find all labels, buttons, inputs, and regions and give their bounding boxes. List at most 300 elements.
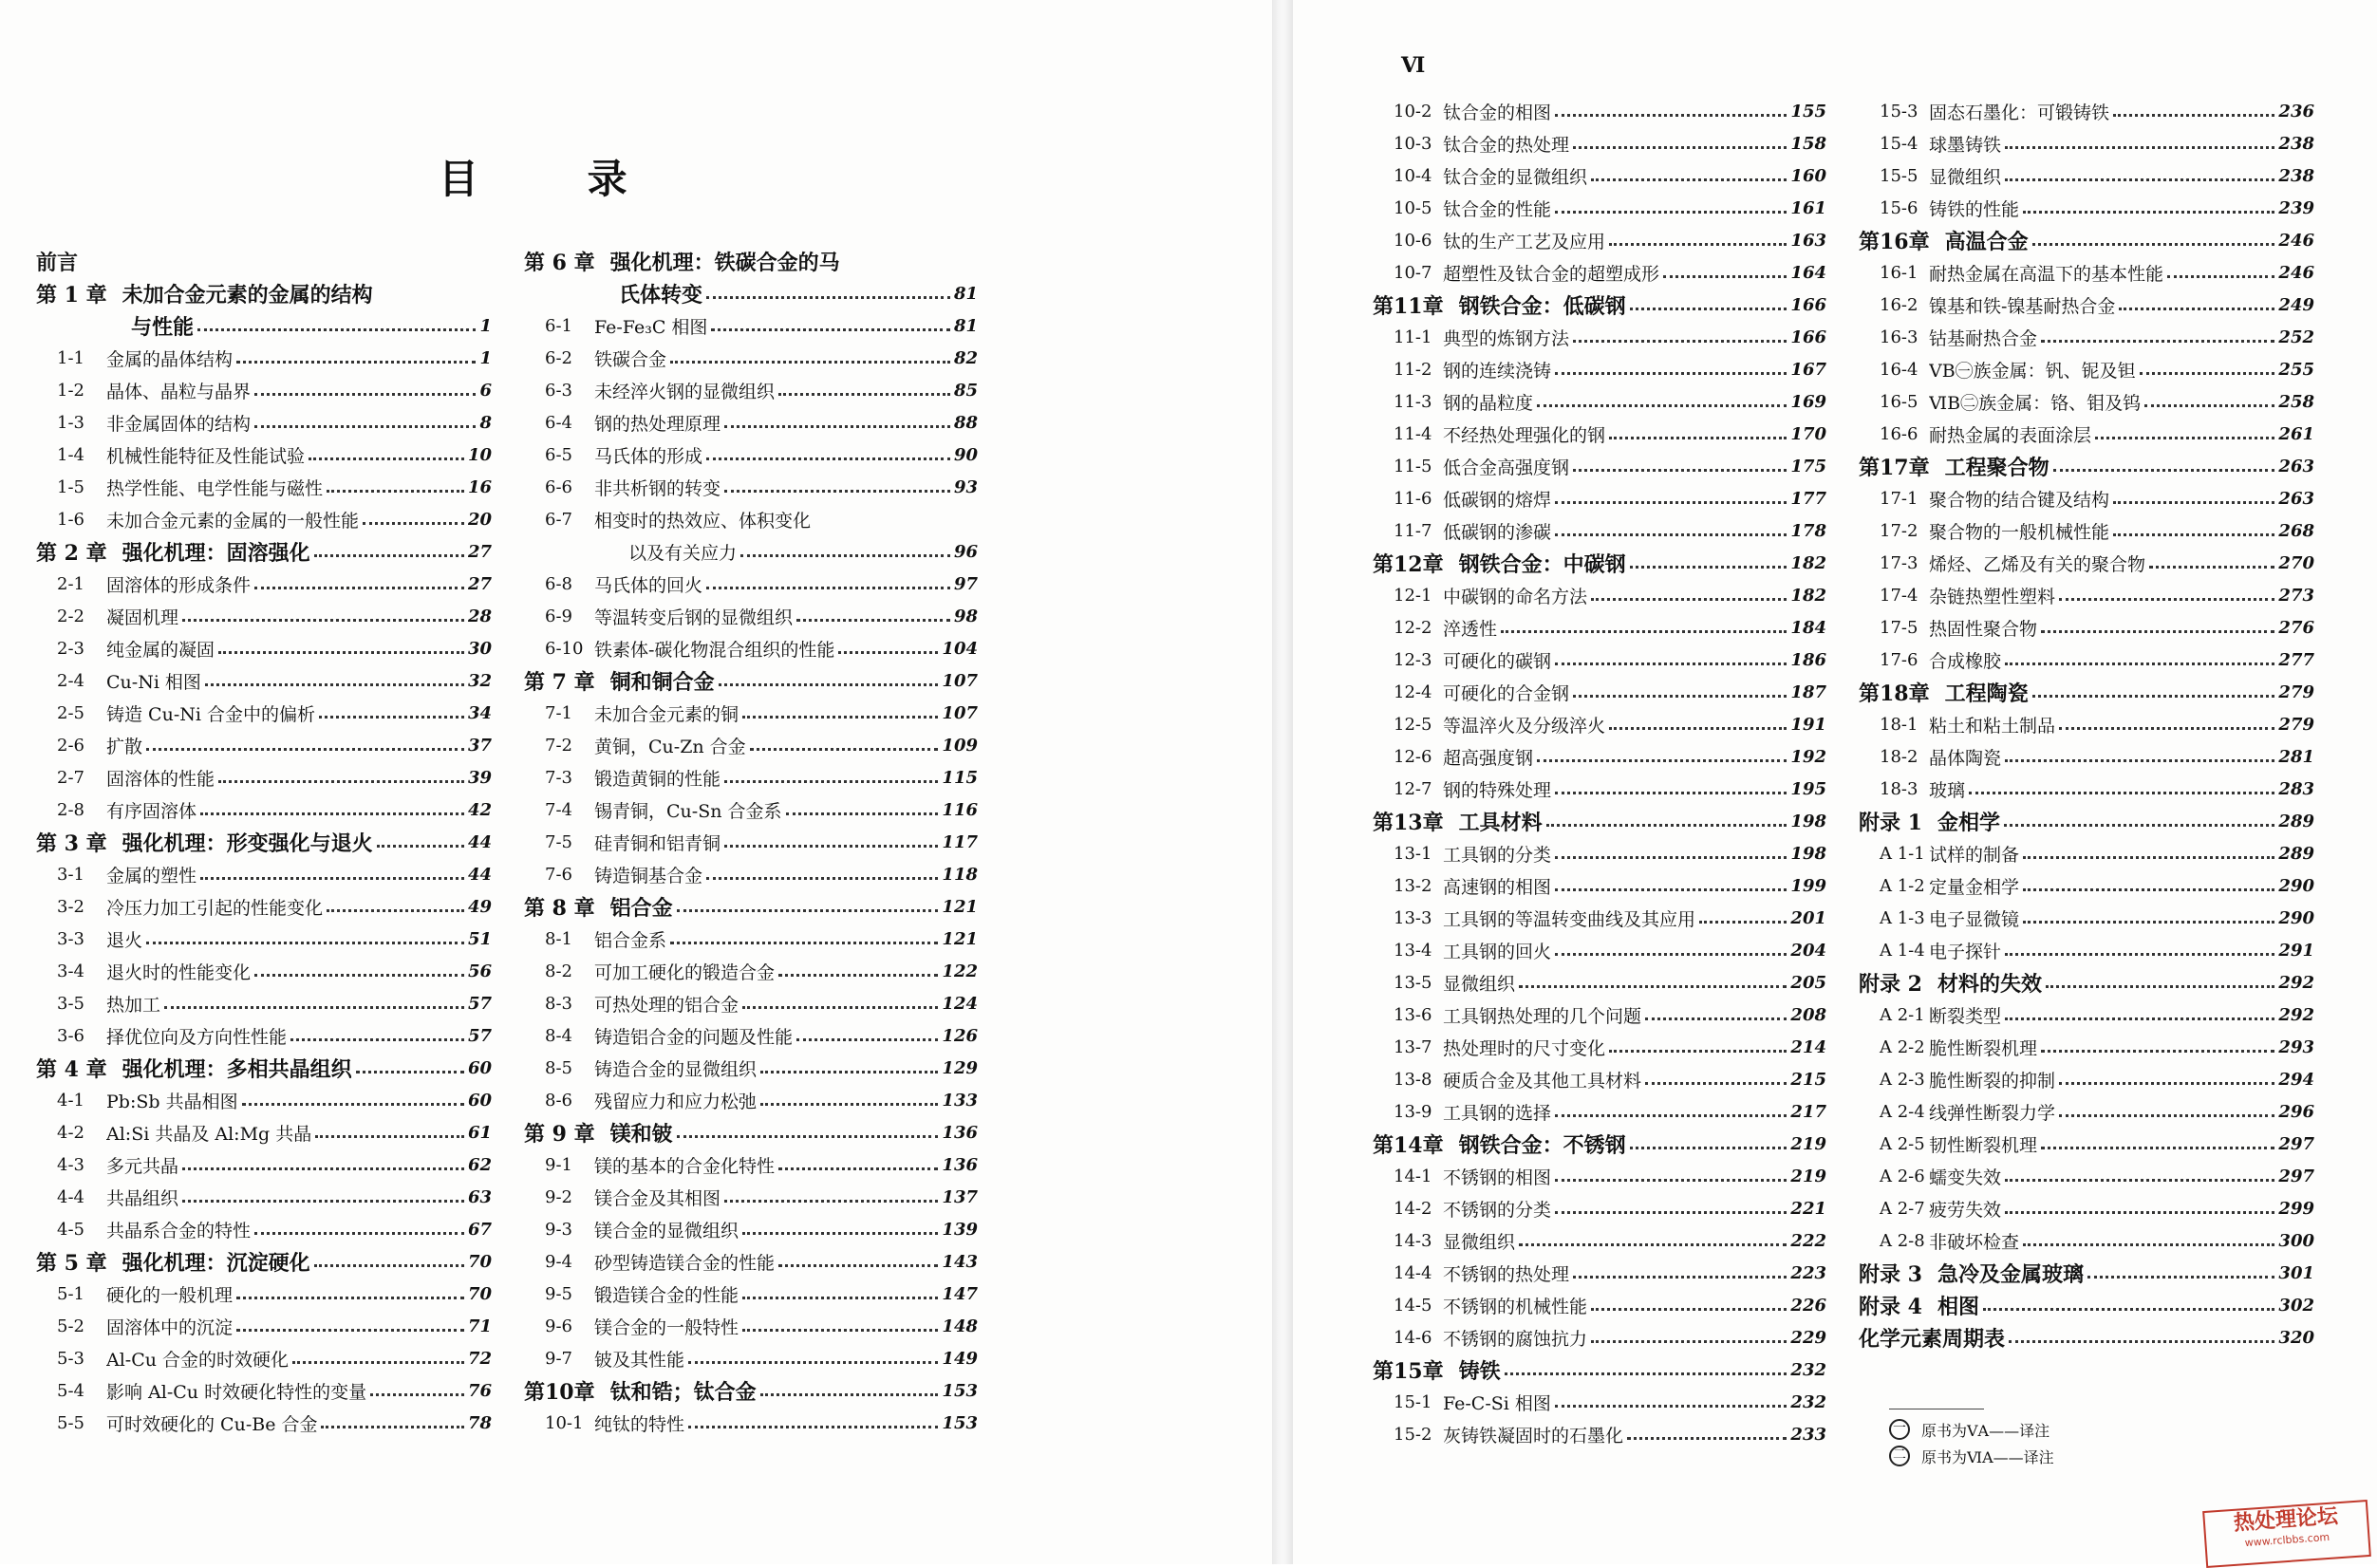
toc-page-number: 290 [2278, 907, 2314, 928]
toc-entry-title: 钢的热处理原理 [594, 413, 721, 435]
toc-entry-number: 16-2 [1880, 294, 1918, 315]
toc-section-entry [1859, 611, 2314, 644]
toc-chapter-entry [524, 890, 978, 923]
toc-leader-dots [778, 1167, 938, 1170]
toc-section-entry [36, 1310, 492, 1342]
page-title: 目 录 [439, 156, 675, 202]
toc-page-number: 121 [942, 896, 978, 917]
toc-chapter-entry [1373, 289, 1826, 321]
toc-page-number: 8 [479, 412, 492, 433]
toc-leader-dots [1555, 1405, 1787, 1408]
toc-column-1 [36, 245, 492, 1439]
toc-section-entry [1373, 353, 1826, 385]
toc-leader-dots [200, 812, 464, 815]
toc-section-entry [524, 1278, 978, 1310]
toc-entry-title: 等温转变后钢的显微组织 [594, 607, 794, 628]
toc-entry-number: A 2-5 [1880, 1133, 1925, 1154]
toc-page-number: 279 [2278, 681, 2314, 702]
toc-entry-title: 金属的晶体结构 [106, 348, 234, 370]
toc-leader-dots [146, 942, 464, 944]
toc-section-entry [36, 471, 492, 503]
footnote-marker-1: 一 [1889, 1419, 1910, 1440]
toc-section-entry [1373, 902, 1826, 934]
toc-column-4 [1859, 95, 2314, 1353]
toc-leader-dots [1555, 1114, 1787, 1117]
toc-entry-number: 6-3 [545, 380, 572, 401]
toc-section-entry [1859, 256, 2314, 289]
toc-leader-dots [2059, 1114, 2274, 1117]
toc-entry-title: 不锈钢的机械性能 [1443, 1296, 1588, 1317]
toc-page-number: 177 [1790, 488, 1826, 509]
toc-leader-dots [1645, 1082, 1787, 1085]
toc-section-entry [1373, 1063, 1826, 1095]
toc-leader-dots [290, 1038, 464, 1041]
toc-page-number: 20 [467, 509, 492, 530]
toc-leader-dots [363, 522, 464, 525]
toc-chapter-entry [36, 826, 492, 858]
toc-section-entry [1859, 644, 2314, 676]
toc-entry-title: 高温合金 [1944, 229, 2029, 254]
toc-leader-dots [706, 877, 938, 880]
toc-entry-number: 13-5 [1394, 972, 1432, 993]
toc-entry-title: 硅青铜和铝青铜 [594, 832, 721, 854]
toc-entry-number: 8-5 [545, 1057, 572, 1078]
toc-entry-title: 相图 [1937, 1294, 1979, 1319]
toc-page-number: 6 [479, 380, 492, 401]
toc-entry-number: 15-4 [1880, 133, 1918, 154]
toc-chapter-entry [524, 664, 978, 697]
toc-entry-title: 工具钢的选择 [1443, 1102, 1552, 1124]
toc-entry-title: 钛合金的性能 [1443, 198, 1552, 220]
toc-page-number: 116 [942, 799, 978, 820]
toc-entry-number: A 1-2 [1880, 875, 1925, 896]
toc-leader-dots [1555, 953, 1787, 956]
toc-section-entry [1859, 547, 2314, 579]
toc-page-number: 109 [942, 735, 978, 756]
toc-section-entry [36, 729, 492, 761]
toc-page-number: 137 [942, 1186, 978, 1207]
toc-leader-dots [314, 1264, 464, 1267]
toc-entry-title: 镁和铍 [609, 1121, 673, 1147]
toc-section-entry [524, 342, 978, 374]
toc-entry-title: 影响 Al-Cu 时效硬化特性的变量 [106, 1381, 367, 1403]
toc-entry-title: 钢铁合金：中碳钢 [1458, 551, 1626, 577]
toc-entry-title: 固溶体的形成条件 [106, 574, 252, 596]
toc-leader-dots [750, 748, 939, 751]
toc-page-number: 291 [2278, 940, 2314, 961]
toc-page-number: 276 [2278, 617, 2314, 638]
toc-leader-dots [1505, 1372, 1787, 1375]
toc-entry-number: 6-2 [545, 347, 572, 368]
toc-entry-title: 机械性能特征及性能试验 [106, 445, 306, 467]
toc-entry-number: 2-8 [57, 799, 84, 820]
toc-entry-title: 耐热金属在高温下的基本性能 [1929, 263, 2164, 285]
toc-page-number: 223 [1790, 1262, 1826, 1283]
toc-entry-title: Pb:Sb 共晶相图 [106, 1091, 238, 1112]
toc-page-number: 67 [467, 1219, 492, 1240]
toc-entry-number: 附录 2 [1859, 971, 1922, 997]
toc-page-number: 118 [942, 864, 978, 885]
toc-chapter-entry [1373, 1128, 1826, 1160]
toc-leader-dots [1983, 1308, 2274, 1311]
toc-leader-dots [2032, 243, 2275, 246]
toc-entry-number: 14-5 [1394, 1295, 1432, 1316]
toc-entry-title: 热学性能、电学性能与磁性 [106, 477, 324, 499]
toc-leader-dots [236, 361, 476, 364]
toc-entry-title: 显微组织 [1443, 973, 1516, 995]
toc-leader-dots [1555, 856, 1787, 859]
toc-leader-dots [197, 328, 476, 331]
toc-page-number: 263 [2278, 488, 2314, 509]
toc-entry-number: 1-6 [57, 509, 84, 530]
toc-column-2 [524, 245, 978, 1439]
toc-page-number: 175 [1790, 456, 1826, 476]
toc-entry-number: A 2-6 [1880, 1166, 1925, 1186]
toc-entry-title: 铸铁的性能 [1929, 198, 2020, 220]
toc-entry-title: 冷压力加工引起的性能变化 [106, 897, 324, 919]
toc-section-entry [1859, 837, 2314, 869]
toc-section-entry [1373, 95, 1826, 127]
toc-page-number: 238 [2278, 133, 2314, 154]
toc-section-entry [36, 1213, 492, 1245]
toc-section-entry [36, 439, 492, 471]
toc-entry-number: 1-4 [57, 444, 84, 465]
toc-leader-dots [236, 1297, 464, 1299]
toc-entry-title: 钴基耐热合金 [1929, 327, 2038, 349]
toc-entry-title: 淬透性 [1443, 618, 1498, 640]
toc-entry-number: 第10章 [524, 1379, 595, 1405]
toc-leader-dots [2087, 1276, 2274, 1279]
toc-page-number: 107 [942, 670, 978, 691]
toc-entry-number: 6-7 [545, 509, 572, 530]
toc-page-number: 214 [1790, 1036, 1826, 1057]
toc-entry-number: 17-1 [1880, 488, 1918, 509]
toc-leader-dots [2005, 178, 2274, 181]
toc-page-number: 104 [942, 638, 978, 659]
toc-leader-dots [2041, 1050, 2274, 1053]
toc-page-number: 124 [942, 993, 978, 1014]
toc-entry-title: 急冷及金属玻璃 [1937, 1261, 2084, 1287]
toc-section-entry [1859, 385, 2314, 418]
toc-entry-number: 9-1 [545, 1154, 572, 1175]
toc-section-entry [1373, 708, 1826, 740]
toc-entry-number: 16-5 [1880, 391, 1918, 412]
toc-leader-dots [1555, 1211, 1787, 1214]
toc-entry-number: A 1-1 [1880, 843, 1925, 864]
toc-entry-title: 铸造 Cu-Ni 合金中的偏析 [106, 703, 315, 725]
toc-section-entry [524, 858, 978, 890]
toc-leader-dots [2005, 663, 2274, 665]
watermark-stamp [2202, 1500, 2371, 1568]
toc-entry-number: 10-5 [1394, 197, 1432, 218]
toc-entry-number: 15-1 [1394, 1391, 1432, 1412]
toc-leader-dots [1609, 727, 1787, 730]
toc-entry-number: 1-2 [57, 380, 84, 401]
toc-chapter-entry [524, 245, 978, 277]
toc-entry-title: 固态石墨化：可锻铸铁 [1929, 102, 2110, 123]
toc-entry-number: 4-4 [57, 1186, 84, 1207]
toc-entry-title: 纯钛的特性 [594, 1413, 685, 1435]
toc-entry-number: 7-1 [545, 702, 572, 723]
toc-entry-number: 13-4 [1394, 940, 1432, 961]
toc-section-entry [1859, 514, 2314, 547]
toc-entry-title: 锻造镁合金的性能 [594, 1284, 739, 1306]
toc-entry-title: 显微组织 [1929, 166, 2002, 188]
toc-leader-dots [724, 425, 950, 428]
toc-entry-title: 镁的基本的合金化特性 [594, 1155, 776, 1177]
toc-page-number: 297 [2278, 1166, 2314, 1186]
toc-entry-number: 13-9 [1394, 1101, 1432, 1122]
toc-leader-dots [2144, 404, 2274, 407]
toc-leader-dots [740, 554, 950, 557]
toc-leader-dots [205, 683, 464, 686]
toc-entry-number: 10-4 [1394, 165, 1432, 186]
toc-section-entry [1373, 1192, 1826, 1224]
toc-page-number: 252 [2278, 327, 2314, 347]
toc-entry-title: 砂型铸造镁合金的性能 [594, 1252, 776, 1274]
toc-entry-title: 锻造黄铜的性能 [594, 768, 721, 790]
toc-page-number: 170 [1790, 423, 1826, 444]
toc-entry-title: 化学元素周期表 [1859, 1326, 2006, 1352]
toc-entry-title: ⅤB㊀族金属：钒、铌及钽 [1929, 360, 2136, 382]
toc-section-entry [1859, 740, 2314, 773]
toc-entry-number: 12-2 [1394, 617, 1432, 638]
toc-leader-dots [2149, 566, 2274, 569]
toc-entry-title: 钛合金的相图 [1443, 102, 1552, 123]
toc-entry-title: 显微组织 [1443, 1231, 1516, 1253]
toc-page-number: 182 [1790, 585, 1826, 606]
toc-leader-dots [1630, 566, 1787, 569]
toc-entry-title: 择优位向及方向性性能 [106, 1026, 288, 1048]
toc-entry-number: 第 3 章 [36, 831, 107, 856]
toc-leader-dots [2113, 114, 2274, 117]
toc-entry-title: 凝固机理 [106, 607, 179, 628]
toc-leader-dots [242, 1103, 464, 1106]
toc-page-number: 76 [467, 1380, 492, 1401]
toc-entry-title: 多元共晶 [106, 1155, 179, 1177]
toc-entry-title: 工具材料 [1458, 810, 1543, 835]
toc-page-number: 300 [2278, 1230, 2314, 1251]
toc-entry-number: 3-6 [57, 1025, 84, 1046]
toc-leader-dots [2009, 1340, 2274, 1343]
toc-entry-title: 中碳钢的命名方法 [1443, 586, 1588, 607]
toc-section-entry [1373, 1224, 1826, 1257]
toc-entry-number: 9-7 [545, 1348, 572, 1369]
toc-entry-number: A 1-3 [1880, 907, 1925, 928]
toc-page-number: 88 [953, 412, 978, 433]
toc-section-entry [1859, 321, 2314, 353]
toc-page-number: 166 [1790, 294, 1826, 315]
toc-chapter-entry [1859, 224, 2314, 256]
toc-leader-dots [760, 1103, 938, 1106]
toc-entry-number: 4-1 [57, 1090, 84, 1111]
toc-section-entry [36, 600, 492, 632]
toc-leader-dots [1573, 695, 1787, 698]
toc-chapter-entry [524, 1116, 978, 1148]
toc-entry-number: 3-1 [57, 864, 84, 885]
toc-entry-number: 9-3 [545, 1219, 572, 1240]
toc-entry-title: 与性能 [131, 314, 195, 340]
toc-leader-dots [742, 716, 938, 719]
toc-entry-number: 4-3 [57, 1154, 84, 1175]
toc-entry-title: 韧性断裂机理 [1929, 1134, 2038, 1156]
toc-page-number: 270 [2278, 552, 2314, 573]
toc-entry-number: 10-3 [1394, 133, 1432, 154]
book-gutter [1272, 0, 1293, 1564]
toc-entry-number: 17-5 [1880, 617, 1918, 638]
toc-page-number: 97 [953, 573, 978, 594]
toc-chapter-entry [36, 277, 492, 309]
toc-page-number: 129 [942, 1057, 978, 1078]
toc-page-number: 184 [1790, 617, 1826, 638]
toc-entry-number: 附录 4 [1859, 1294, 1922, 1319]
toc-section-entry [36, 955, 492, 987]
toc-section-entry [1859, 1063, 2314, 1095]
toc-chapter-entry [36, 535, 492, 568]
toc-section-entry [1859, 869, 2314, 902]
toc-leader-dots [1591, 1308, 1787, 1311]
toc-entry-number: 8-4 [545, 1025, 572, 1046]
toc-section-entry [1859, 1095, 2314, 1128]
toc-entry-number: 6-8 [545, 573, 572, 594]
footnotes [1889, 1416, 2054, 1469]
toc-page-number: 246 [2278, 262, 2314, 283]
toc-leader-dots [1969, 792, 2274, 794]
toc-leader-dots [292, 1361, 464, 1364]
toc-entry-number: 第 7 章 [524, 669, 595, 695]
toc-page-number: 27 [467, 541, 492, 562]
toc-page-number: 71 [467, 1316, 492, 1336]
toc-entry-title: 有序固溶体 [106, 800, 197, 822]
toc-entry-number: 第 6 章 [524, 250, 595, 275]
toc-entry-number: 9-5 [545, 1283, 572, 1304]
toc-entry-title: 未加合金元素的金属的一般性能 [106, 510, 360, 532]
toc-section-entry [1373, 837, 1826, 869]
toc-page-number: 34 [467, 702, 492, 723]
toc-section-entry [36, 1148, 492, 1181]
toc-page-number: 255 [2278, 359, 2314, 380]
toc-leader-dots [1546, 824, 1787, 827]
toc-leader-dots [706, 587, 950, 589]
toc-page-number: 320 [2278, 1327, 2314, 1348]
toc-section-entry [524, 439, 978, 471]
toc-chapter-entry [1859, 676, 2314, 708]
toc-section-entry [1373, 482, 1826, 514]
toc-entry-title: 强化机理：形变强化与退火 [122, 831, 373, 856]
toc-page-number: 293 [2278, 1036, 2314, 1057]
toc-entry-title: 钢的连续浇铸 [1443, 360, 1552, 382]
toc-entry-title: 材料的失效 [1937, 971, 2042, 997]
toc-section-entry [1373, 418, 1826, 450]
toc-entry-title: 铍及其性能 [594, 1349, 685, 1371]
toc-entry-number: 13-1 [1394, 843, 1432, 864]
toc-page-number: 90 [953, 444, 978, 465]
toc-entry-number: 第18章 [1859, 681, 1930, 706]
toc-page-number: 187 [1790, 681, 1826, 702]
toc-page-number: 149 [942, 1348, 978, 1369]
toc-section-entry [1373, 1095, 1826, 1128]
toc-chapter-entry [524, 277, 978, 309]
toc-page-number: 195 [1790, 778, 1826, 799]
toc-section-entry [1373, 869, 1826, 902]
toc-entry-number: 第17章 [1859, 455, 1930, 480]
toc-page-number: 289 [2278, 811, 2314, 831]
toc-page-number: 238 [2278, 165, 2314, 186]
toc-page-number: 57 [467, 1025, 492, 1046]
toc-entry-title: 钛合金的热处理 [1443, 134, 1570, 156]
toc-entry-number: 2-5 [57, 702, 84, 723]
toc-entry-number: 13-3 [1394, 907, 1432, 928]
toc-section-entry [36, 858, 492, 890]
toc-leader-dots [2095, 437, 2274, 439]
toc-section-entry [36, 632, 492, 664]
toc-page-number: 115 [942, 767, 978, 788]
toc-entry-title: 聚合物的一般机械性能 [1929, 521, 2110, 543]
toc-page-number: 239 [2278, 197, 2314, 218]
toc-chapter-entry [1859, 1321, 2314, 1353]
toc-entry-number: 5-2 [57, 1316, 84, 1336]
toc-section-entry [36, 503, 492, 535]
toc-entry-number: 8-6 [545, 1090, 572, 1111]
toc-entry-number: 16-3 [1880, 327, 1918, 347]
toc-leader-dots [2023, 888, 2274, 891]
toc-entry-title: 铝合金 [609, 895, 673, 921]
toc-leader-dots [1627, 1437, 1787, 1440]
toc-chapter-entry [1373, 547, 1826, 579]
toc-entry-number: 2-2 [57, 606, 84, 626]
toc-entry-number: 第 9 章 [524, 1121, 595, 1147]
toc-entry-title: 镁合金的显微组织 [594, 1220, 739, 1241]
toc-page-number: 166 [1790, 327, 1826, 347]
toc-page-number: 158 [1790, 133, 1826, 154]
toc-entry-title: 试样的制备 [1929, 844, 2020, 866]
toc-page-number: 268 [2278, 520, 2314, 541]
toc-leader-dots [182, 1167, 464, 1170]
toc-entry-title: 工具钢的等温转变曲线及其应用 [1443, 908, 1696, 930]
toc-section-entry [524, 1310, 978, 1342]
toc-leader-dots [2005, 1211, 2274, 1214]
toc-entry-number: 15-5 [1880, 165, 1918, 186]
toc-page-number: 198 [1790, 843, 1826, 864]
toc-entry-title: 低合金高强度钢 [1443, 457, 1570, 478]
toc-leader-dots [2023, 921, 2274, 924]
toc-entry-title: 晶体、晶粒与晶界 [106, 381, 252, 402]
toc-chapter-entry [1859, 805, 2314, 837]
toc-section-entry [1373, 1418, 1826, 1450]
footnote-2 [1889, 1443, 2054, 1469]
toc-section-entry [1859, 708, 2314, 740]
toc-entry-title: 非金属固体的结构 [106, 413, 252, 435]
toc-entry-title: 蠕变失效 [1929, 1167, 2002, 1188]
toc-entry-number: 第14章 [1373, 1132, 1444, 1158]
toc-entry-title: 以及有关应力 [628, 542, 738, 564]
toc-section-entry [36, 1181, 492, 1213]
toc-page-number: 44 [467, 831, 492, 852]
toc-section-entry [524, 503, 978, 535]
toc-entry-number: 11-1 [1394, 327, 1432, 347]
toc-page-number: 160 [1790, 165, 1826, 186]
toc-entry-title: 强化机理：多相共晶组织 [122, 1056, 352, 1082]
toc-page-number: 37 [467, 735, 492, 756]
toc-entry-number: 6-10 [545, 638, 584, 659]
toc-section-entry [524, 374, 978, 406]
toc-entry-title: 强化机理：固溶强化 [122, 540, 310, 566]
toc-leader-dots [1645, 1017, 1787, 1020]
toc-page-number: 72 [467, 1348, 492, 1369]
toc-page-number: 281 [2278, 746, 2314, 767]
toc-page-number: 49 [467, 896, 492, 917]
toc-leader-dots [2059, 727, 2274, 730]
